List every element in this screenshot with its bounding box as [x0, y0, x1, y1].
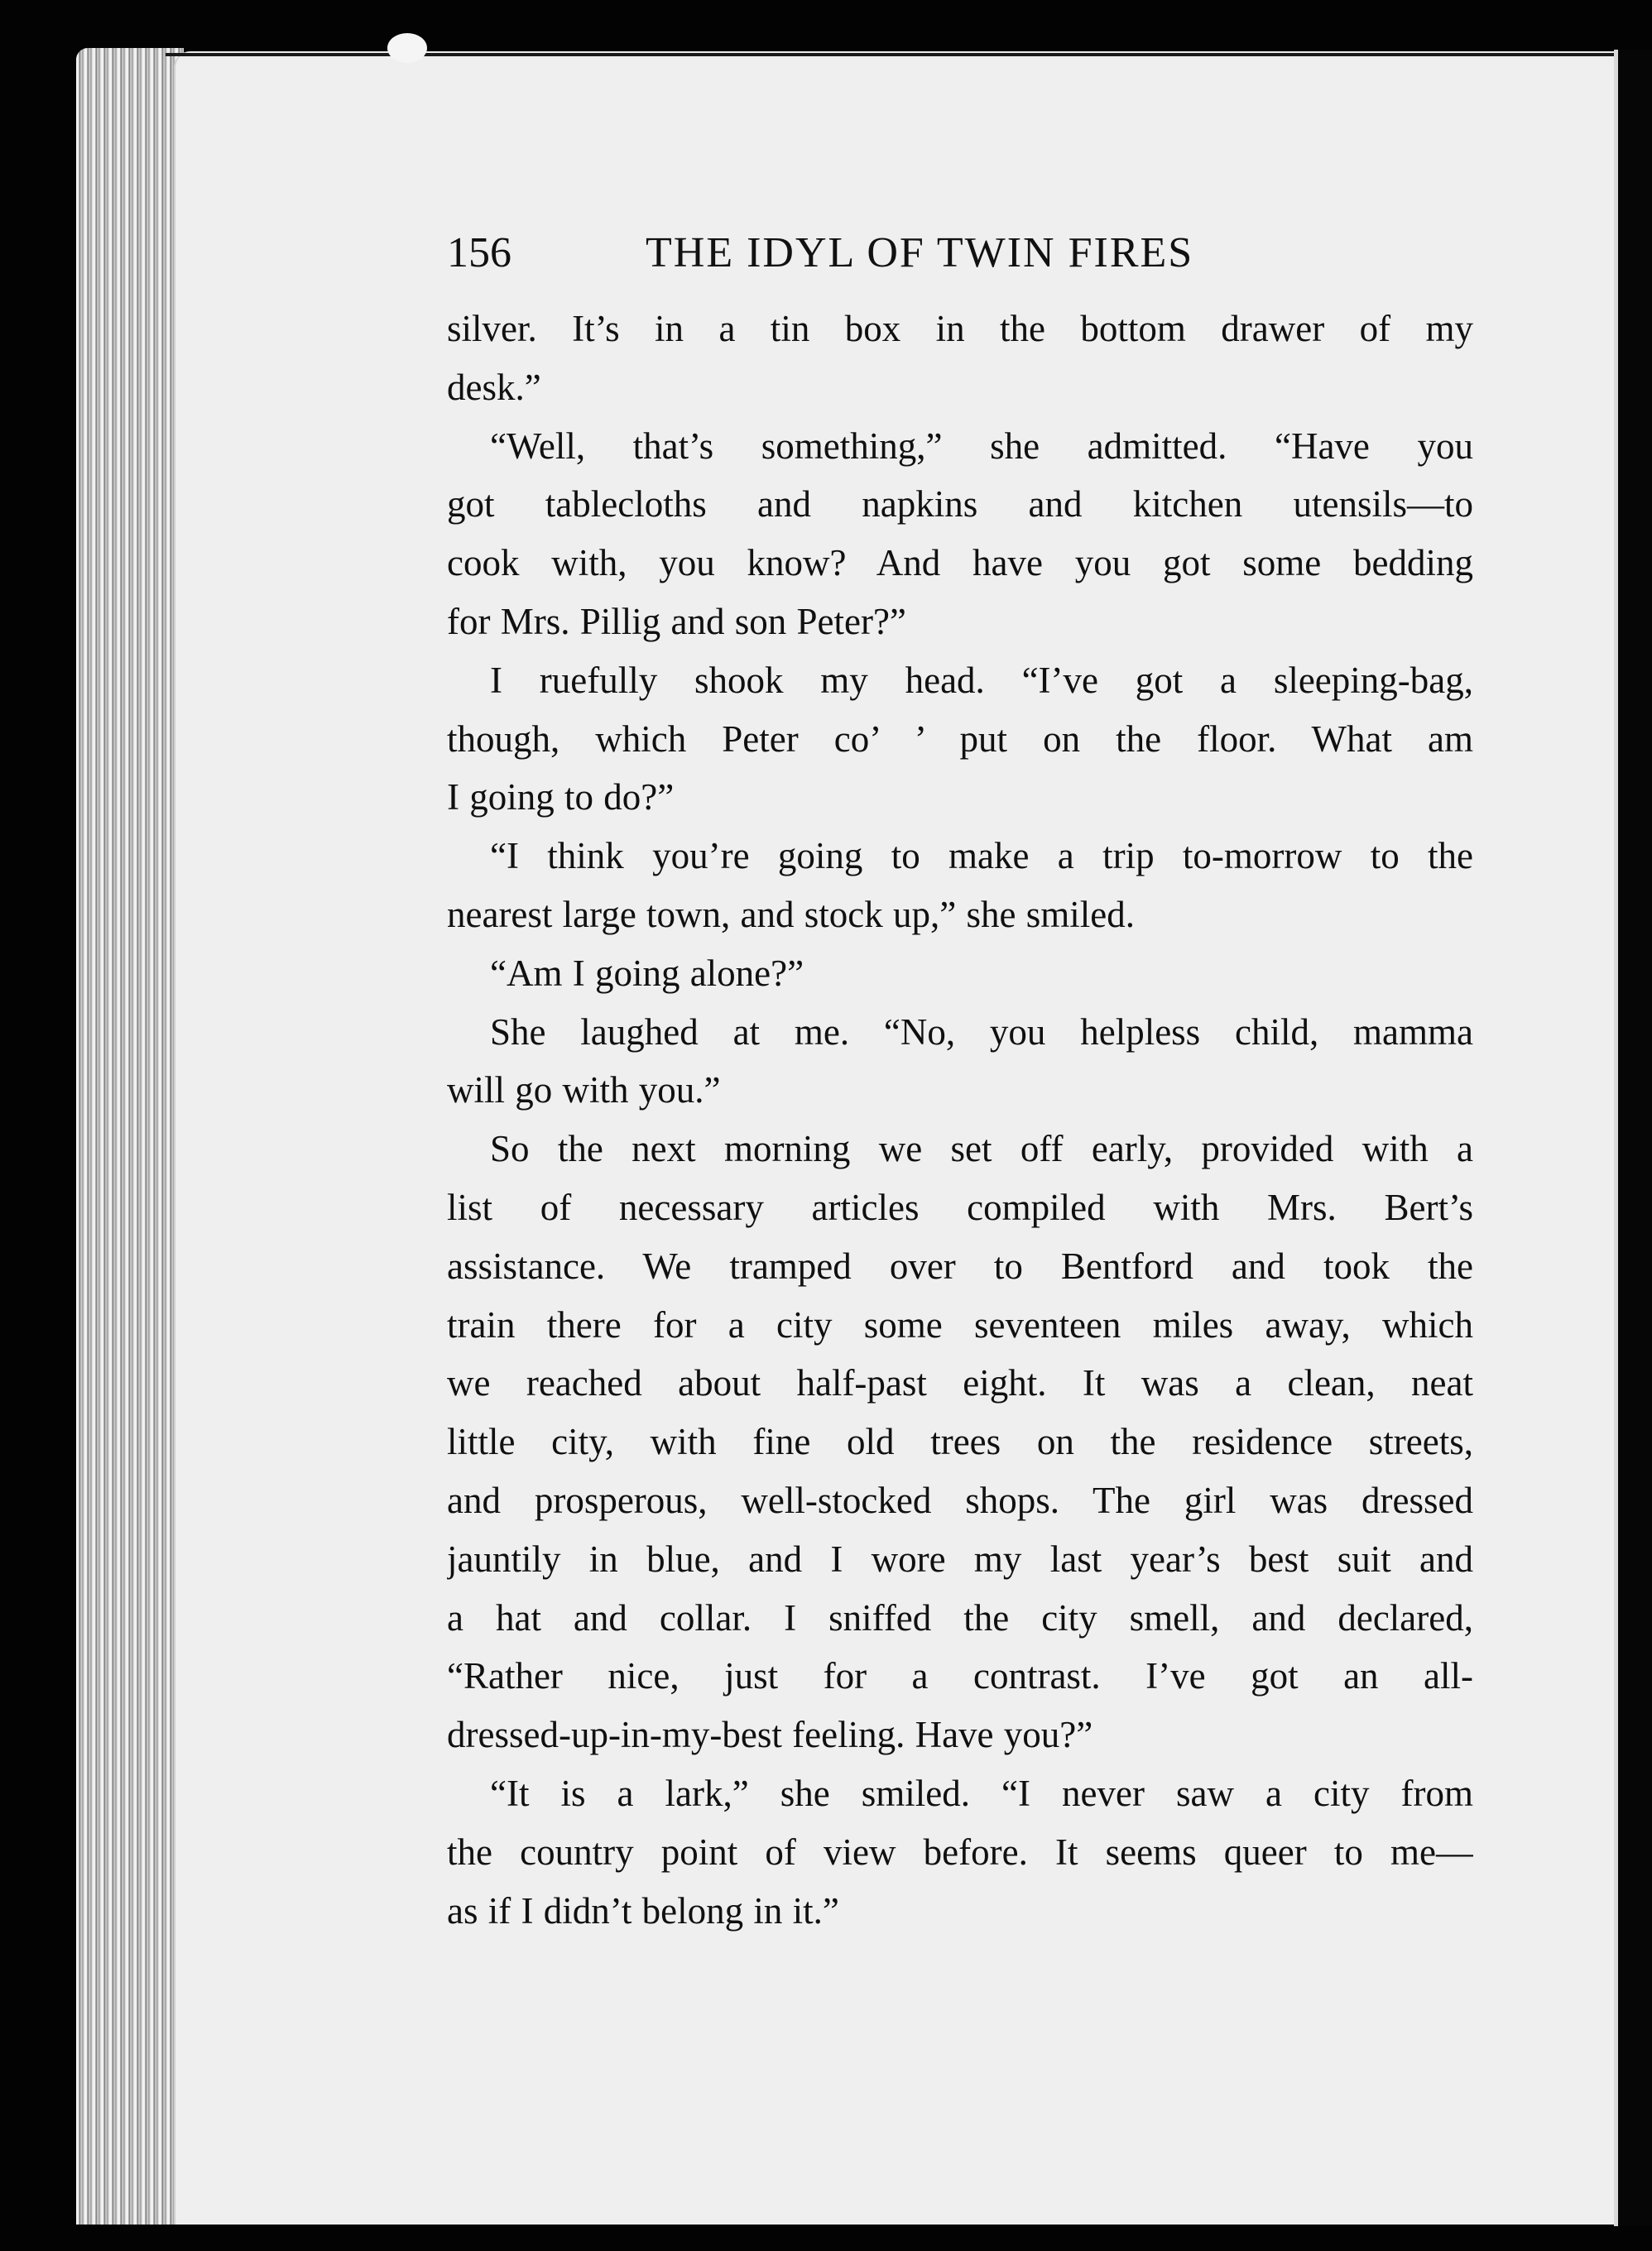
- text-line: “Rather nice, just for a contrast. I’ve got an all-: [447, 1655, 1473, 1697]
- text-line: assistance. We tramped over to Bentford and took the: [447, 1245, 1473, 1287]
- running-title: THE IDYL OF TWIN FIRES: [646, 229, 1194, 276]
- text-line: got tablecloths and napkins and kitchen utensils—to: [447, 483, 1473, 526]
- page-number: 156: [447, 229, 511, 276]
- text-line: a hat and collar. I sniffed the city smell, and declared,: [447, 1596, 1473, 1639]
- text-line: nearest large town, and stock up,” she smiled.: [447, 893, 1135, 935]
- text-line: “Am I going alone?”: [490, 952, 804, 994]
- text-line: “Well, that’s something,” she admitted. “Have you: [490, 425, 1473, 467]
- book-page-edges: [76, 48, 184, 2225]
- text-line: though, which Peter co’ ’ put on the floor. What am: [447, 718, 1473, 760]
- text-line: desk.”: [447, 366, 541, 408]
- text-line: I going to do?”: [447, 776, 675, 818]
- page-top-edge: [166, 53, 1622, 56]
- text-line: will go with you.”: [447, 1069, 721, 1111]
- text-line: we reached about half-past eight. It was a clean, neat: [447, 1362, 1473, 1404]
- text-line: She laughed at me. “No, you helpless child, mamma: [490, 1010, 1473, 1053]
- text-line: and prosperous, well-stocked shops. The girl was dressed: [447, 1479, 1473, 1521]
- text-line: silver. It’s in a tin box in the bottom drawer of my: [447, 308, 1473, 349]
- text-line: cook with, you know? And have you got some bedding: [447, 542, 1473, 584]
- text-line: for Mrs. Pillig and son Peter?”: [447, 600, 906, 642]
- text-line: I ruefully shook my head. “I’ve got a sleeping-bag,: [490, 659, 1473, 701]
- text-line: “I think you’re going to make a trip to-morrow to the: [490, 835, 1473, 877]
- text-line: as if I didn’t belong in it.”: [447, 1889, 839, 1932]
- text-line: train there for a city some seventeen miles away, which: [447, 1303, 1473, 1346]
- scan-right-border: [1618, 50, 1652, 2226]
- scan-artifact: [387, 33, 427, 63]
- text-line: the country point of view before. It seems queer to me—: [447, 1831, 1473, 1873]
- text-line: “It is a lark,” she smiled. “I never saw a city from: [490, 1772, 1473, 1814]
- text-line: So the next morning we set off early, provided with a: [490, 1128, 1473, 1170]
- text-line: dressed-up-in-my-best feeling. Have you?”: [447, 1714, 1093, 1756]
- text-line: jauntily in blue, and I wore my last year’s best suit and: [447, 1538, 1473, 1580]
- text-line: list of necessary articles compiled with Mrs. Bert’s: [447, 1186, 1473, 1228]
- body-text: [447, 300, 1473, 1940]
- text-line: little city, with fine old trees on the residence streets,: [447, 1421, 1473, 1463]
